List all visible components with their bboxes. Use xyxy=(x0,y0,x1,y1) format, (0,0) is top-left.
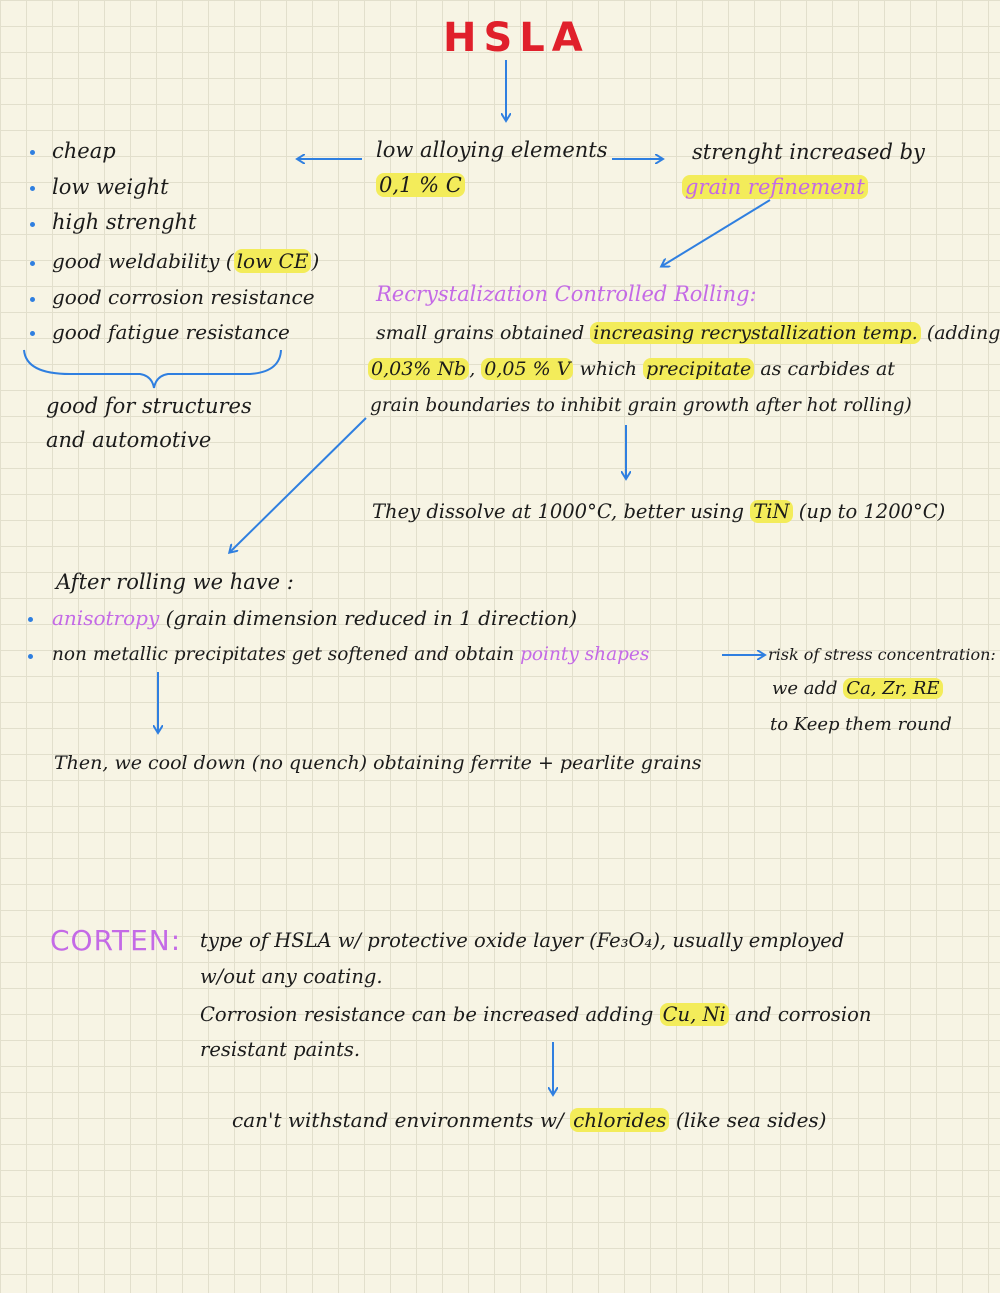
chlorides-line xyxy=(232,1107,826,1133)
anisotropy-line xyxy=(52,605,577,631)
rolling-l1-prefix: small grains obtained xyxy=(376,322,585,344)
corten-l3-prefix: Corrosion resistance can be increased adding xyxy=(200,1003,654,1026)
rolling-line-2 xyxy=(368,356,895,382)
arrow-to-after xyxy=(230,418,366,552)
grain-refinement-highlight: grain refinement xyxy=(682,175,868,199)
bullet xyxy=(30,222,35,227)
add-line xyxy=(772,676,943,702)
rolling-l1-suffix: (adding xyxy=(926,322,1000,344)
rolling-heading: Recrystalization Controlled Rolling: xyxy=(376,282,757,306)
corten-l3-suffix: and corrosion xyxy=(735,1003,872,1026)
bullet xyxy=(30,261,35,266)
recrystallization-highlight: increasing recrystallization temp. xyxy=(590,322,920,344)
property-item: cheap xyxy=(52,139,116,163)
rolling-line-3: grain boundaries to inhibit grain growth after hot rolling) xyxy=(370,395,912,416)
v-highlight: 0,05 % V xyxy=(481,358,573,380)
property-item: low weight xyxy=(52,175,169,199)
corten-line-2: w/out any coating. xyxy=(200,965,383,988)
ca-zr-re-highlight: Ca, Zr, RE xyxy=(843,678,942,699)
grain-refinement xyxy=(682,174,868,200)
rolling-l2-suffix: as carbides at xyxy=(760,358,895,380)
bullet xyxy=(30,150,35,155)
tin-highlight: TiN xyxy=(750,500,792,523)
low-alloying-text: low alloying elements xyxy=(376,138,608,162)
corten-line-3 xyxy=(200,1002,871,1028)
precipitate-highlight: precipitate xyxy=(643,358,754,380)
which-word: which xyxy=(579,358,637,380)
corten-line-1: type of HSLA w/ protective oxide layer (Fe₃O₄), usually employed xyxy=(200,929,845,952)
corten-label: CORTEN: xyxy=(50,924,182,957)
property-item: high strenght xyxy=(52,210,197,234)
weld-suffix: ) xyxy=(311,249,320,273)
carbon-highlight: 0,1 % C xyxy=(376,173,465,197)
non-metallic-line xyxy=(52,642,649,668)
page-title: HSLA xyxy=(443,15,590,61)
brace-properties xyxy=(24,350,281,388)
anisotropy-rest: (grain dimension reduced in 1 direction) xyxy=(165,606,578,630)
anisotropy-word: anisotropy xyxy=(52,606,160,630)
chlorides-prefix: can't withstand environments w/ xyxy=(232,1108,564,1132)
cool-down-line: Then, we cool down (no quench) obtaining ferrite + pearlite grains xyxy=(54,752,702,774)
low-ce-highlight: low CE xyxy=(234,249,312,273)
add-prefix: we add xyxy=(772,678,838,699)
arrow-to-rolling xyxy=(662,200,770,266)
property-weldability xyxy=(52,248,319,274)
carbon-content xyxy=(376,172,465,198)
bullet xyxy=(28,617,33,622)
after-heading: After rolling we have : xyxy=(56,570,294,594)
comma: , xyxy=(469,358,476,380)
rolling-line-1 xyxy=(376,320,1000,346)
cu-ni-highlight: Cu, Ni xyxy=(660,1003,729,1026)
bullet xyxy=(30,186,35,191)
non-metallic-prefix: non metallic precipitates get softened and obtain xyxy=(52,644,515,665)
dissolve-line xyxy=(372,499,945,525)
use-line-2: and automotive xyxy=(46,428,212,452)
weld-prefix: good weldability ( xyxy=(52,249,234,273)
use-line-1: good for structures xyxy=(46,394,252,418)
property-corrosion: good corrosion resistance xyxy=(52,285,315,309)
property-fatigue: good fatigue resistance xyxy=(52,320,290,344)
nb-highlight: 0,03% Nb xyxy=(368,358,469,380)
bullet xyxy=(30,297,35,302)
keep-round-line: to Keep them round xyxy=(770,714,952,735)
dissolve-suffix: (up to 1200°C) xyxy=(798,500,946,523)
bullet xyxy=(30,331,35,336)
corten-line-4: resistant paints. xyxy=(200,1038,361,1061)
chlorides-suffix: (like sea sides) xyxy=(675,1108,827,1132)
pointy-shapes-word: pointy shapes xyxy=(520,644,650,665)
strength-text: strenght increased by xyxy=(692,140,925,164)
chlorides-highlight: chlorides xyxy=(570,1108,669,1132)
dissolve-prefix: They dissolve at 1000°C, better using xyxy=(372,500,745,523)
bullet xyxy=(28,654,33,659)
risk-line: risk of stress concentration: xyxy=(768,645,996,664)
